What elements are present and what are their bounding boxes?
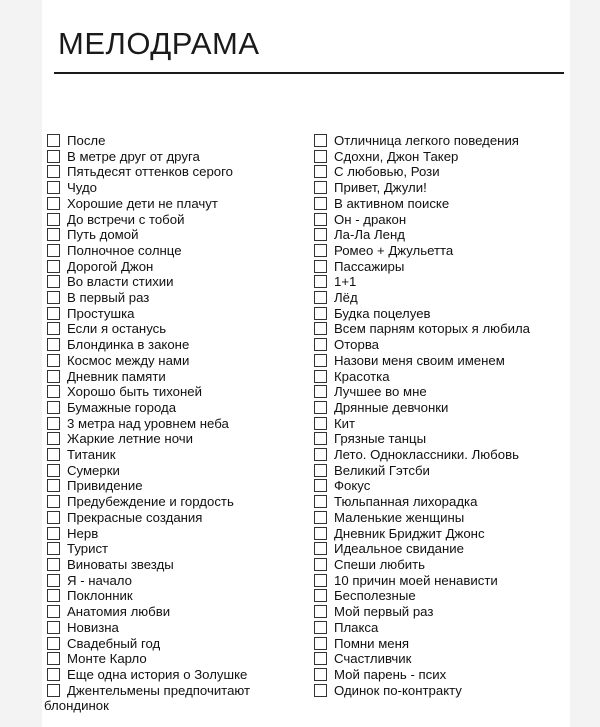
checkbox[interactable] bbox=[47, 574, 60, 587]
checklist-item[interactable] bbox=[47, 541, 305, 557]
checkbox[interactable] bbox=[47, 228, 60, 241]
checkbox[interactable] bbox=[314, 511, 327, 524]
checklist-item[interactable] bbox=[314, 557, 566, 573]
checklist-item[interactable] bbox=[47, 478, 305, 494]
checkbox[interactable] bbox=[47, 605, 60, 618]
checkbox[interactable] bbox=[314, 448, 327, 461]
checkbox[interactable] bbox=[47, 589, 60, 602]
item-label: В метре друг от друга bbox=[67, 148, 200, 164]
item-label: Плакса bbox=[334, 619, 379, 635]
checklist-item[interactable] bbox=[314, 196, 566, 212]
item-label: Сумерки bbox=[67, 462, 120, 478]
checklist-item[interactable] bbox=[314, 494, 566, 510]
item-label: В активном поиске bbox=[334, 195, 450, 211]
checklist-item[interactable] bbox=[314, 274, 566, 290]
item-label: Маленькие женщины bbox=[334, 509, 465, 525]
checklist-item[interactable] bbox=[314, 573, 566, 589]
checklist-item[interactable] bbox=[314, 243, 566, 259]
checkbox[interactable] bbox=[47, 527, 60, 540]
checklist-item[interactable] bbox=[47, 384, 305, 400]
item-label: 3 метра над уровнем неба bbox=[67, 415, 229, 431]
item-label: Бумажные города bbox=[67, 399, 177, 415]
checklist-item[interactable] bbox=[47, 149, 305, 165]
checkbox[interactable] bbox=[47, 495, 60, 508]
item-label: Будка поцелуев bbox=[334, 305, 431, 321]
checklist-item[interactable] bbox=[47, 604, 305, 620]
item-label: Дневник памяти bbox=[67, 368, 166, 384]
checklist-item[interactable] bbox=[47, 620, 305, 636]
item-label: Простушка bbox=[67, 305, 135, 321]
checkbox[interactable] bbox=[47, 181, 60, 194]
checkbox[interactable] bbox=[314, 165, 327, 178]
checkbox[interactable] bbox=[314, 354, 327, 367]
checklist-item[interactable] bbox=[47, 259, 305, 275]
checklist-item[interactable] bbox=[314, 321, 566, 337]
checklist-item[interactable] bbox=[47, 463, 305, 479]
right-column bbox=[314, 133, 566, 698]
item-label: Джентельмены предпочитают bbox=[67, 682, 251, 698]
item-label: Помни меня bbox=[334, 635, 410, 651]
item-label: Титаник bbox=[67, 447, 116, 463]
checklist-item[interactable] bbox=[314, 227, 566, 243]
checklist-item[interactable] bbox=[47, 651, 305, 667]
checklist-item[interactable] bbox=[314, 212, 566, 228]
checkbox[interactable] bbox=[314, 574, 327, 587]
checklist-item[interactable] bbox=[47, 243, 305, 259]
checkbox[interactable] bbox=[314, 197, 327, 210]
checklist-item[interactable] bbox=[314, 290, 566, 306]
checkbox[interactable] bbox=[47, 260, 60, 273]
item-label: Турист bbox=[67, 541, 109, 557]
checklist-item[interactable] bbox=[47, 353, 305, 369]
checkbox[interactable] bbox=[47, 322, 60, 335]
item-label: Он - дракон bbox=[334, 211, 407, 227]
checkbox[interactable] bbox=[47, 275, 60, 288]
checklist-item[interactable] bbox=[47, 494, 305, 510]
item-label: Лучшее во мне bbox=[334, 384, 427, 400]
item-label: Нерв bbox=[67, 525, 99, 541]
checklist-item[interactable] bbox=[47, 416, 305, 432]
item-label: Дневник Бриджит Джонс bbox=[334, 525, 485, 541]
checklist-item[interactable] bbox=[47, 431, 305, 447]
item-label: Хорошие дети не плачут bbox=[67, 195, 218, 211]
checkbox[interactable] bbox=[314, 558, 327, 571]
checklist-item[interactable] bbox=[314, 353, 566, 369]
checklist-item[interactable] bbox=[314, 478, 566, 494]
item-label: Тюльпанная лихорадка bbox=[334, 494, 478, 510]
checkbox[interactable] bbox=[314, 322, 327, 335]
title-underline bbox=[54, 72, 564, 74]
checklist-item[interactable] bbox=[47, 683, 305, 699]
checklist-item[interactable] bbox=[314, 180, 566, 196]
item-label: Блондинка в законе bbox=[67, 337, 190, 353]
item-label: Прекрасные создания bbox=[67, 509, 203, 525]
item-label: Грязные танцы bbox=[334, 431, 427, 447]
item-label: 1+1 bbox=[334, 274, 357, 290]
item-label: Еще одна история о Золушке bbox=[67, 666, 248, 682]
checklist-item[interactable] bbox=[47, 667, 305, 683]
checklist-item[interactable] bbox=[47, 337, 305, 353]
checklist-item[interactable] bbox=[314, 588, 566, 604]
item-label: Предубеждение и гордость bbox=[67, 494, 234, 510]
item-label: Ромео + Джульетта bbox=[334, 242, 454, 258]
item-label: До встречи с тобой bbox=[67, 211, 185, 227]
item-label: Ла-Ла Ленд bbox=[334, 227, 405, 243]
checkbox[interactable] bbox=[47, 417, 60, 430]
checkbox[interactable] bbox=[47, 370, 60, 383]
checklist-item[interactable] bbox=[47, 133, 305, 149]
item-label: Спеши любить bbox=[334, 556, 426, 572]
checkbox[interactable] bbox=[314, 385, 327, 398]
item-label: Счастливчик bbox=[334, 651, 412, 667]
checklist-item[interactable] bbox=[314, 400, 566, 416]
item-label: Бесполезные bbox=[334, 588, 416, 604]
checklist-item[interactable] bbox=[47, 636, 305, 652]
checkbox[interactable] bbox=[314, 275, 327, 288]
item-label: Виноваты звезды bbox=[67, 556, 174, 572]
checkbox[interactable] bbox=[47, 542, 60, 555]
item-label-continuation: блондинок bbox=[44, 698, 109, 714]
checklist-item[interactable] bbox=[314, 149, 566, 165]
item-label: Путь домой bbox=[67, 227, 139, 243]
checkbox[interactable] bbox=[314, 244, 327, 257]
checkbox[interactable] bbox=[47, 213, 60, 226]
item-label: Жаркие летние ночи bbox=[67, 431, 193, 447]
checklist-item[interactable] bbox=[47, 510, 305, 526]
item-label: Полночное солнце bbox=[67, 242, 182, 258]
checkbox[interactable] bbox=[47, 150, 60, 163]
checklist-item[interactable] bbox=[47, 526, 305, 542]
item-label: Привидение bbox=[67, 478, 143, 494]
checkbox[interactable] bbox=[314, 401, 327, 414]
checkbox[interactable] bbox=[314, 542, 327, 555]
item-label: Мой парень - псих bbox=[334, 666, 447, 682]
checklist-item[interactable] bbox=[314, 259, 566, 275]
checklist-item[interactable] bbox=[314, 133, 566, 149]
checkbox[interactable] bbox=[47, 637, 60, 650]
checklist-item[interactable] bbox=[47, 306, 305, 322]
checklist-item[interactable] bbox=[47, 447, 305, 463]
checklist-item[interactable] bbox=[314, 337, 566, 353]
checklist-item[interactable] bbox=[47, 557, 305, 573]
item-label: Пассажиры bbox=[334, 258, 405, 274]
checkbox[interactable] bbox=[47, 511, 60, 524]
checklist-item[interactable] bbox=[314, 164, 566, 180]
item-label: Поклонник bbox=[67, 588, 133, 604]
checkbox[interactable] bbox=[47, 338, 60, 351]
item-label: Кит bbox=[334, 415, 356, 431]
checkbox[interactable] bbox=[314, 479, 327, 492]
item-label: Пятьдесят оттенков серого bbox=[67, 164, 233, 180]
item-label: 10 причин моей ненависти bbox=[334, 572, 498, 588]
checkbox[interactable] bbox=[47, 165, 60, 178]
item-label: Космос между нами bbox=[67, 352, 190, 368]
checklist-item[interactable] bbox=[314, 447, 566, 463]
checklist-item[interactable] bbox=[47, 164, 305, 180]
checkbox[interactable] bbox=[314, 181, 327, 194]
item-label: Фокус bbox=[334, 478, 371, 494]
checkbox[interactable] bbox=[47, 479, 60, 492]
checklist-item[interactable] bbox=[47, 290, 305, 306]
checklist-item[interactable] bbox=[314, 667, 566, 683]
checkbox[interactable] bbox=[314, 605, 327, 618]
checkbox[interactable] bbox=[47, 432, 60, 445]
checkbox[interactable] bbox=[314, 668, 327, 681]
checkbox[interactable] bbox=[47, 668, 60, 681]
checkbox[interactable] bbox=[314, 464, 327, 477]
checklist-item[interactable] bbox=[47, 369, 305, 385]
item-label: Мой первый раз bbox=[334, 604, 434, 620]
item-label: Лето. Одноклассники. Любовь bbox=[334, 447, 519, 463]
checkbox[interactable] bbox=[314, 260, 327, 273]
checklist-item[interactable] bbox=[314, 384, 566, 400]
checkbox[interactable] bbox=[47, 307, 60, 320]
checklist-item[interactable] bbox=[314, 369, 566, 385]
item-label: Отличница легкого поведения bbox=[334, 133, 519, 148]
item-label: Идеальное свидание bbox=[334, 541, 465, 557]
item-label: Лёд bbox=[334, 290, 358, 306]
checklist-item[interactable] bbox=[314, 604, 566, 620]
checklist-item[interactable] bbox=[314, 416, 566, 432]
checklist-item[interactable] bbox=[314, 431, 566, 447]
page-title: МЕЛОДРАМА bbox=[58, 26, 260, 61]
checklist-item[interactable] bbox=[314, 306, 566, 322]
checkbox[interactable] bbox=[314, 150, 327, 163]
item-label: Свадебный год bbox=[67, 635, 161, 651]
item-label: Одинок по-контракту bbox=[334, 682, 462, 698]
item-label: Оторва bbox=[334, 337, 380, 353]
checkbox[interactable] bbox=[47, 652, 60, 665]
checklist-item[interactable] bbox=[47, 212, 305, 228]
checkbox[interactable] bbox=[314, 637, 327, 650]
item-label: Анатомия любви bbox=[67, 604, 171, 620]
checklist-item[interactable] bbox=[47, 274, 305, 290]
checklist-item[interactable] bbox=[314, 620, 566, 636]
checklist-item[interactable] bbox=[47, 321, 305, 337]
checkbox[interactable] bbox=[47, 385, 60, 398]
checkbox[interactable] bbox=[47, 684, 60, 697]
checkbox[interactable] bbox=[47, 291, 60, 304]
checkbox[interactable] bbox=[47, 197, 60, 210]
checkbox[interactable] bbox=[314, 291, 327, 304]
checklist-item[interactable] bbox=[47, 180, 305, 196]
checklist-item[interactable] bbox=[47, 196, 305, 212]
item-label: Монте Карло bbox=[67, 651, 147, 667]
checkbox[interactable] bbox=[314, 417, 327, 430]
checkbox[interactable] bbox=[47, 134, 60, 147]
checklist-item[interactable] bbox=[314, 541, 566, 557]
checkbox[interactable] bbox=[314, 495, 327, 508]
item-label: Дрянные девчонки bbox=[334, 399, 449, 415]
checklist-item[interactable] bbox=[314, 463, 566, 479]
item-label: Я - начало bbox=[67, 572, 132, 588]
checklist-item[interactable] bbox=[314, 636, 566, 652]
checklist-item[interactable] bbox=[47, 227, 305, 243]
item-label: Привет, Джули! bbox=[334, 180, 427, 196]
checkbox[interactable] bbox=[314, 338, 327, 351]
checkbox[interactable] bbox=[314, 684, 327, 697]
item-label: Всем парням которых я любила bbox=[334, 321, 531, 337]
item-label: Новизна bbox=[67, 619, 119, 635]
checkbox[interactable] bbox=[314, 228, 327, 241]
checkbox[interactable] bbox=[47, 244, 60, 257]
item-label: Хорошо быть тихоней bbox=[67, 384, 203, 400]
checkbox[interactable] bbox=[314, 589, 327, 602]
item-label: Сдохни, Джон Такер bbox=[334, 148, 459, 164]
checklist-item[interactable] bbox=[314, 651, 566, 667]
checkbox[interactable] bbox=[314, 370, 327, 383]
checkbox[interactable] bbox=[314, 527, 327, 540]
left-column bbox=[44, 133, 305, 714]
checklist-item[interactable] bbox=[314, 683, 566, 699]
checkbox[interactable] bbox=[47, 558, 60, 571]
checkbox[interactable] bbox=[47, 401, 60, 414]
item-label: Во власти стихии bbox=[67, 274, 174, 290]
checklist-item[interactable] bbox=[314, 526, 566, 542]
item-label: Назови меня своим именем bbox=[334, 352, 505, 368]
checklist-item[interactable] bbox=[47, 573, 305, 589]
item-label: Если я останусь bbox=[67, 321, 167, 337]
item-label: В первый раз bbox=[67, 290, 150, 306]
item-label: После bbox=[67, 133, 106, 148]
item-label: Чудо bbox=[67, 180, 97, 196]
checkbox[interactable] bbox=[47, 621, 60, 634]
checkbox[interactable] bbox=[314, 432, 327, 445]
checkbox[interactable] bbox=[314, 134, 327, 147]
item-label: Красотка bbox=[334, 368, 390, 384]
checklist-item[interactable] bbox=[47, 588, 305, 604]
checkbox[interactable] bbox=[314, 307, 327, 320]
item-label: Великий Гэтсби bbox=[334, 462, 430, 478]
item-label: Дорогой Джон bbox=[67, 258, 154, 274]
checkbox[interactable] bbox=[314, 213, 327, 226]
checkbox[interactable] bbox=[47, 354, 60, 367]
checkbox[interactable] bbox=[47, 448, 60, 461]
checkbox[interactable] bbox=[314, 621, 327, 634]
checkbox[interactable] bbox=[314, 652, 327, 665]
checklist-sheet bbox=[42, 0, 570, 727]
checkbox[interactable] bbox=[47, 464, 60, 477]
item-label: С любовью, Рози bbox=[334, 164, 440, 180]
checklist-item[interactable] bbox=[47, 400, 305, 416]
checklist-item[interactable] bbox=[314, 510, 566, 526]
